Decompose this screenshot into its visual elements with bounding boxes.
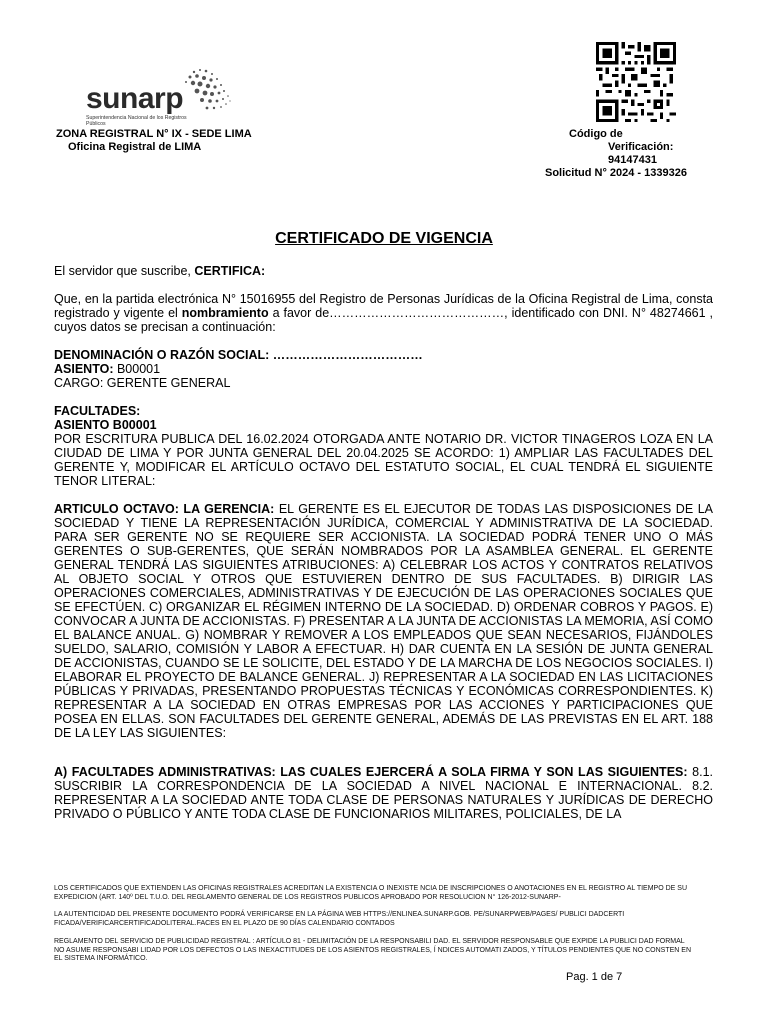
facultades-heading: FACULTADES: bbox=[54, 404, 141, 418]
request-number: Solicitud N° 2024 - 1339326 bbox=[545, 167, 687, 179]
intro-line bbox=[54, 264, 713, 278]
denomination-line: DENOMINACIÓN O RAZÓN SOCIAL: ……………………………… bbox=[54, 348, 423, 362]
verification-code: 94147431 bbox=[608, 154, 657, 166]
qr-code-icon bbox=[596, 42, 676, 122]
facultades-admin-text: 8.1. SUSCRIBIR LA CORRESPONDENCIA DE LA SOCIEDAD A NIVEL NACIONAL E INTERNACIONAL. 8.2. REPRESENTAR A LA SOCIEDAD ANTE TODA CLASE DE PERSONAS NATURALES Y JURÍDICAS DE DERECHO PRIVADO O PÚBLICO Y ANTE TODA CLASE DE FUNCIONARIOS MILITARES, POLICIALES, DE LA bbox=[54, 765, 714, 821]
facultades-admin-heading: A) FACULTADES ADMINISTRATIVAS: LAS CUALES EJERCERÁ A SOLA FIRMA Y SON LAS SIGUIENTES: bbox=[54, 765, 688, 779]
verification-label-1: Código de bbox=[569, 128, 623, 140]
sunarp-logo bbox=[86, 66, 236, 128]
facultades-admin-paragraph bbox=[54, 765, 713, 821]
registration-text-2: a favor de……………………………………, identificado con DNI. N° 48274661 , cuyos datos se precisan a continuación: bbox=[54, 306, 713, 334]
intro-certifica: CERTIFICA: bbox=[194, 264, 266, 278]
asiento-line bbox=[54, 362, 713, 376]
cargo-line: CARGO: GERENTE GENERAL bbox=[54, 376, 231, 390]
footer-note-1: LOS CERTIFICADOS QUE EXTIENDEN LAS OFICINAS REGISTRALES ACREDITAN LA EXISTENCIA O INEXISTE NCIA DE INSCRIPCIONES O ANOTACIONES EN EL REGISTRO AL TIEMPO DE SU EXPEDICION (ART. 140º DEL T.U.O. DEL REGLAMENTO GENERAL DE LOS REGISTROS PUBLICOS APROBADO POR RESOLUCION N° 126-2012-SUNARP- bbox=[54, 885, 687, 901]
asiento-value: B00001 bbox=[113, 362, 161, 376]
logo-wordmark: sunarp bbox=[86, 82, 184, 115]
facultades-block bbox=[54, 404, 713, 488]
document-title: CERTIFICADO DE VIGENCIA bbox=[275, 230, 493, 247]
footer-note-2: LA AUTENTICIDAD DEL PRESENTE DOCUMENTO PODRÁ VERIFICARSE EN LA PÁGINA WEB HTTPS://ENLINEA.SUNARP.GOB. PE/SUNARPWEB/PAGES/ PUBLICI DADCERTI FICADA/VERIFICARCERTIFICADOLITERAL.FACES EN EL PLAZO DE 90 DÍAS CALENDARIO CONTADOS bbox=[54, 911, 625, 927]
facultades-asiento: ASIENTO B00001 bbox=[54, 418, 157, 432]
asiento-label: ASIENTO: bbox=[54, 362, 114, 376]
footer-note-3: REGLAMENTO DEL SERVICIO DE PUBLICIDAD REGISTRAL : ARTÍCULO 81 - DELIMITACIÓN DE LA RESPONSABILI DAD. EL SERVIDOR RESPONSABLE QUE EXPIDE LA PUBLICI DAD FORMAL NO ASUME RESPONSABI LIDAD POR LOS DEFECTOS O LAS INEXACTITUDES DE LOS ASIENTOS REGISTRALES, Í NDICES AUTOMATI ZADOS, Y TÍTULOS PENDIENTES QUE NO CONSTEN EN EL SISTEMA INFORMÁTICO. bbox=[54, 938, 692, 962]
logo-subtitle: Superintendencia Nacional de los Registros Públicos bbox=[86, 115, 187, 127]
registration-text-1: Que, en la partida electrónica N° 15016955 del Registro de Personas Jurídicas de la Oficina Registral de Lima, consta registrado y vigente el bbox=[54, 292, 713, 320]
page-number: Pag. 1 de 7 bbox=[566, 971, 623, 983]
details-block bbox=[54, 348, 713, 390]
registration-paragraph bbox=[54, 292, 713, 334]
registration-bold: nombramiento bbox=[181, 306, 269, 320]
registry-header bbox=[56, 128, 252, 154]
registry-zone: ZONA REGISTRAL N° IX - SEDE LIMA bbox=[56, 128, 252, 140]
articulo-heading: ARTICULO OCTAVO: LA GERENCIA: bbox=[54, 502, 275, 516]
verification-block bbox=[530, 128, 700, 180]
verification-label-2: Verificación: bbox=[608, 141, 674, 153]
registry-office: Oficina Registral de LIMA bbox=[68, 141, 202, 153]
intro-prefix: El servidor que suscribe, bbox=[54, 264, 195, 278]
articulo-text: EL GERENTE ES EL EJECUTOR DE TODAS LAS DISPOSICIONES DE LA SOCIEDAD Y TIENE LA REPRESENTACIÓN JURÍDICA, COMERCIAL Y ADMINISTRATIVA DE LA SOCIEDAD. PARA SER GERENTE NO SE REQUIERE SER ACCIONISTA. LA SOCIEDAD PODRÁ TENER UNO O MÁS GERENTES O SUB-GERENTES, QUE SERÁN NOMBRADOS POR LA ASAMBLEA GENERAL. EL GERENTE GENERAL TENDRÁ LAS SIGUIENTES ATRIBUCIONES: A) CELEBRAR LOS ACTOS Y CONTRATOS RELATIVOS AL OBJETO SOCIAL Y OTROS QUE ESTUVIEREN DENTRO DE SUS FACULTADES. B) DIRIGIR LAS OPERACIONES COMERCIALES, ADMINISTRATIVAS Y DE EJECUCIÓN DE LAS OPERACIONES SOCIALES QUE SE EFECTÚEN. C) ORGANIZAR EL RÉGIMEN INTERNO DE LA SOCIEDAD. D) ORDENAR COBROS Y PAGOS. E) CONVOCAR A JUNTA DE ACCIONISTAS. F) PRESENTAR A LA JUNTA DE ACCIONISTAS LA MEMORIA, ASÍ COMO EL BALANCE ANUAL. G) NOMBRAR Y REMOVER A LOS EMPLEADOS QUE SEAN NECESARIOS, FIJÁNDOLES SUELDO, SALARIO, COMISIÓN Y LABOR A EFECTUAR. H) DAR CUENTA EN LA SESIÓN DE JUNTA GENERAL DE ACCIONISTAS, CUANDO SE LE SOLICITE, DEL ESTADO Y DE LA MARCHA DE LOS NEGOCIOS SOCIALES. I) ELABORAR EL PROYECTO DE BALANCE GENERAL. J) REPRESENTAR A LA SOCIEDAD EN LAS LICITACIONES PÚBLICAS Y PRIVADAS, PRESENTANDO PROPUESTAS TÉCNICAS Y ECONÓMICAS CORRESPONDIENTES. K) REPRESENTAR A LA SOCIEDAD EN OTRAS EMPRESAS POR LAS ACCIONES Y PARTICIPACIONES QUE POSEA EN ELLAS. SON FACULTADES DEL GERENTE GENERAL, ADEMÁS DE LAS PREVISTAS EN EL ART. 188 DE LA LEY LAS SIGUIENTES: bbox=[54, 502, 713, 740]
articulo-paragraph bbox=[54, 502, 713, 740]
facultades-text: POR ESCRITURA PUBLICA DEL 16.02.2024 OTORGADA ANTE NOTARIO DR. VICTOR TINAGEROS LOZA EN LA CIUDAD DE LIMA Y POR JUNTA GENERAL DEL 20.04.2025 SE ACORDO: 1) AMPLIAR LAS FACULTADES DEL GERENTE Y, MODIFICAR EL ARTÍCULO OCTAVO DEL ESTATUTO SOCIAL, EL CUAL TENDRÁ EL SIGUIENTE TENOR LITERAL: bbox=[54, 432, 713, 488]
